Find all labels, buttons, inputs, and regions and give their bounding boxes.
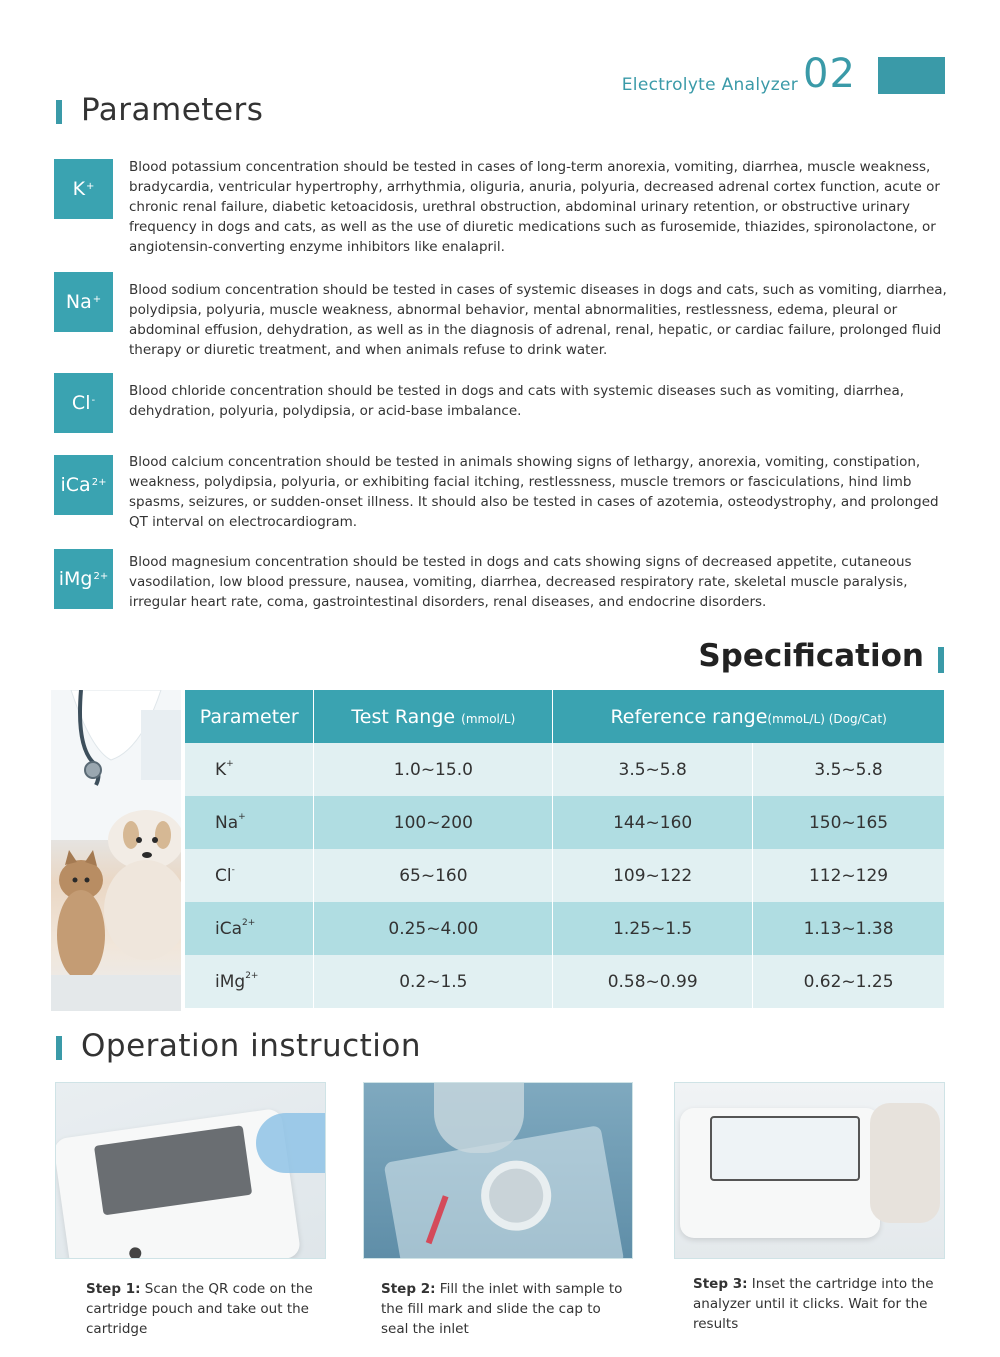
page-number: 02	[803, 51, 856, 97]
specification-table	[185, 690, 945, 1008]
parameters-heading: Parameters	[81, 92, 264, 128]
step1-photo	[55, 1082, 326, 1259]
cell-reference-cat: 1.13~1.38	[753, 902, 945, 955]
cell-parameter: iMg$^{2+}$	[185, 955, 314, 1008]
header-accent-block	[878, 57, 945, 94]
cell-reference-dog: 144~160	[553, 796, 753, 849]
step3-photo	[674, 1082, 945, 1259]
table-header-row	[185, 690, 945, 743]
param-text-img: Blood magnesium concentration should be tested in dogs and cats showing signs of decreased appetite, cutaneous vasodilation, low blood pressure, nausea, vomiting, diarrhea, decreased respiratory rate, skeletal muscle paralysis, irregular heart rate, coma, gastrointestinal disorders, renal diseases, and endocrine disorders.	[129, 554, 912, 610]
section-marker	[56, 1036, 62, 1060]
table-row	[185, 849, 945, 902]
cell-test-range: 0.25~4.00	[314, 902, 553, 955]
step2-photo	[363, 1082, 633, 1259]
cell-parameter: Na+	[185, 796, 314, 849]
table-row	[185, 902, 945, 955]
col-reference-range: Reference range(mmoL/L) (Dog/Cat)	[553, 690, 945, 743]
param-badge-img: iMg $^{2+}$	[54, 549, 113, 609]
gloved-hand	[256, 1113, 326, 1173]
cartridge-sensor-icon	[476, 1155, 557, 1236]
cell-reference-dog: 0.58~0.99	[553, 955, 753, 1008]
cell-reference-cat: 150~165	[753, 796, 945, 849]
gloved-hand	[870, 1103, 940, 1223]
cell-reference-dog: 3.5~5.8	[553, 743, 753, 796]
param-badge-cl: Cl -	[54, 373, 113, 433]
cell-test-range: 65~160	[314, 849, 553, 902]
param-badge-ica: iCa $^{2+}$	[54, 455, 113, 515]
cell-reference-dog: 109~122	[553, 849, 753, 902]
param-text-cl: Blood chloride concentration should be tested in dogs and cats with systemic diseases such as vomiting, diarrhea, dehydration, polyuria, polydipsia, or acid-base imbalance.	[129, 383, 905, 419]
cell-reference-dog: 1.25~1.5	[553, 902, 753, 955]
cell-parameter: iCa$^{2+}$	[185, 902, 314, 955]
device-screen	[94, 1125, 252, 1215]
table-row	[185, 955, 945, 1008]
param-badge-na: Na +	[54, 272, 113, 332]
section-marker	[56, 100, 62, 124]
specification-heading: Specification	[698, 638, 924, 674]
device-screen	[710, 1116, 860, 1181]
vet-pets-illustration	[51, 690, 181, 1011]
cell-parameter: K+	[185, 743, 314, 796]
section-marker	[938, 647, 944, 673]
cell-parameter: Cl-	[185, 849, 314, 902]
step2-caption: Step 2: Fill the inlet with sample to the fill mark and slide the cap to seal the inlet	[381, 1281, 623, 1337]
operation-heading: Operation instruction	[81, 1028, 422, 1064]
param-text-ica: Blood calcium concentration should be tested in animals showing signs of lethargy, anorexia, vomiting, constipation, weakness, polydipsia, polyuria, or exhibiting facial itching, restlessness, muscle tremors or fasciculations, hind limb spasms, seizures, or sudden-onset illness. It should also be tested in cases of azotemia, osteodystrophy, and prolonged QT interval on electrocardiogram.	[129, 454, 939, 530]
param-badge-k: K +	[54, 159, 113, 219]
analyzer-device	[680, 1108, 880, 1238]
table-row	[185, 743, 945, 796]
cell-reference-cat: 112~129	[753, 849, 945, 902]
col-parameter: Parameter	[185, 690, 314, 743]
step1-caption: Step 1: Scan the QR code on the cartridge pouch and take out the cartridge	[86, 1281, 313, 1337]
gloved-fingers	[434, 1083, 524, 1153]
cell-test-range: 1.0~15.0	[314, 743, 553, 796]
cell-reference-cat: 0.62~1.25	[753, 955, 945, 1008]
power-button-icon	[129, 1247, 143, 1259]
product-title: Electrolyte Analyzer	[621, 75, 798, 95]
sample-fill-mark	[426, 1195, 449, 1244]
vet-pets-photo	[51, 690, 181, 1011]
cell-reference-cat: 3.5~5.8	[753, 743, 945, 796]
table-row	[185, 796, 945, 849]
cell-test-range: 0.2~1.5	[314, 955, 553, 1008]
param-text-k: Blood potassium concentration should be tested in cases of long-term anorexia, vomiting, diarrhea, muscle weakness, bradycardia, ventricular hypertrophy, arrhythmia, oliguria, anuria, polyuria, decreased adrenal cortex function, acute or chronic renal failure, diabetic ketoacidosis, urethral obstruction, abdominal urinary retention, or obstructive urinary frequency in dogs and cats, as well as the use of diuretic medications such as furosemide, thiazides, spironolactone, or angiotensin-converting enzyme inhibitors like enalapril.	[129, 159, 940, 255]
col-test-range: Test Range (mmol/L)	[314, 690, 553, 743]
cell-test-range: 100~200	[314, 796, 553, 849]
param-text-na: Blood sodium concentration should be tested in cases of systemic diseases in dogs and cats, such as vomiting, diarrhea, polydipsia, polyuria, muscle weakness, abnormal behavior, mental abnormalities, restlessness, edema, pleural or abdominal effusion, dehydration, as well as in the diagnosis of adrenal, renal, hepatic, or cardiac failure, prolonged fluid therapy or diuretic treatment, and when animals refuse to drink water.	[129, 282, 947, 358]
step3-caption: Step 3: Inset the cartridge into the analyzer until it clicks. Wait for the results	[693, 1276, 934, 1332]
